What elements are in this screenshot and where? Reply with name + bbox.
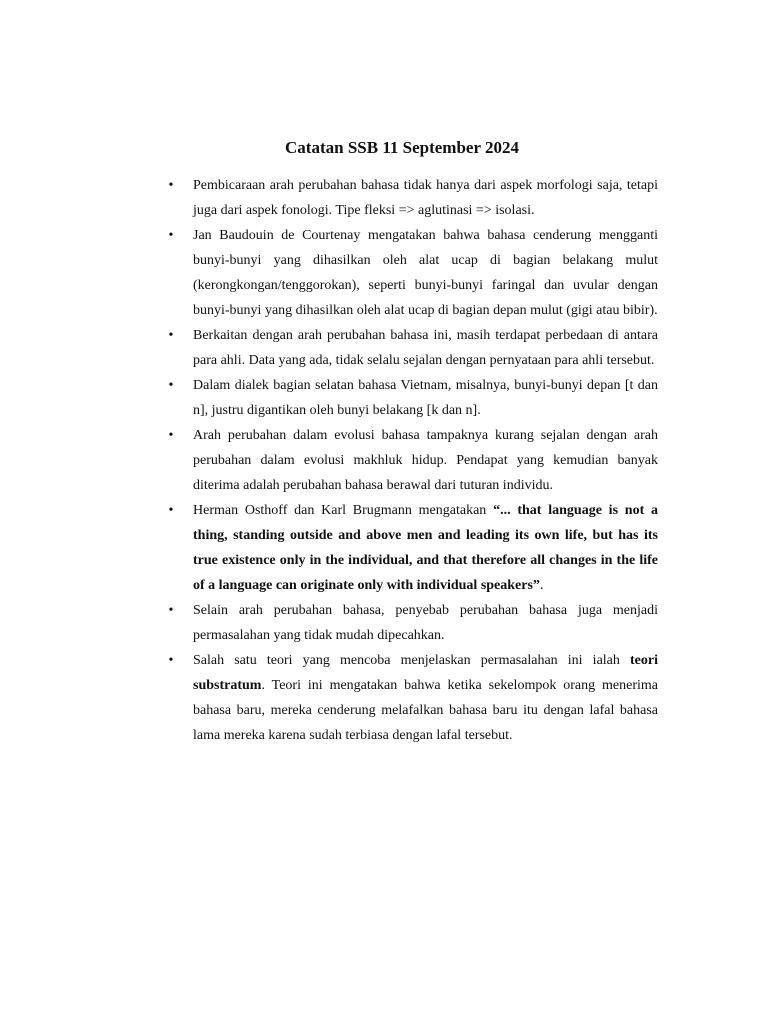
bullet-icon: [166, 173, 176, 198]
list-item-text: Salah satu teori yang mencoba menjelaskan permasalahan ini ialah: [193, 653, 631, 668]
list-item-text: Herman Osthoff dan Karl Brugmann mengatakan: [193, 503, 494, 518]
bullet-icon: [166, 498, 176, 523]
bullet-icon: [166, 648, 176, 673]
list-item-text: Selain arah perubahan bahasa, penyebab perubahan bahasa juga menjadi permasalahan yang tidak mudah dipecahkan.: [193, 603, 658, 643]
notes-list: [193, 173, 658, 748]
list-item: [193, 423, 658, 498]
bullet-icon: [166, 323, 176, 348]
bullet-icon: [166, 598, 176, 623]
document-title: Catatan SSB 11 September 2024: [285, 138, 519, 157]
list-item: [193, 323, 658, 373]
list-item: [193, 173, 658, 223]
list-item-text: Berkaitan dengan arah perubahan bahasa ini, masih terdapat perbedaan di antara para ahli. Data yang ada, tidak selalu sejalan dengan pernyataan para ahli tersebut.: [193, 328, 658, 368]
list-item-quote: [193, 498, 658, 598]
bullet-icon: [166, 373, 176, 398]
list-item-substratum: [193, 648, 658, 748]
list-item-text: Arah perubahan dalam evolusi bahasa tampaknya kurang sejalan dengan arah perubahan dalam evolusi makhluk hidup. Pendapat yang kemudian banyak diterima adalah perubahan bahasa berawal dari tuturan individu.: [193, 428, 658, 493]
term-text: teori substratum: [193, 653, 658, 693]
bullet-icon: [166, 223, 176, 248]
list-item-text: . Teori ini mengatakan bahwa ketika sekelompok orang menerima bahasa baru, mereka cenderung melafalkan bahasa baru itu dengan lafal bahasa lama mereka karena sudah terbiasa dengan lafal tersebut.: [193, 678, 658, 743]
list-item-text: .: [539, 578, 544, 593]
list-item-text: Dalam dialek bagian selatan bahasa Vietnam, misalnya, bunyi-bunyi depan [t dan n], justru digantikan oleh bunyi belakang [k dan n].: [193, 378, 658, 418]
list-item: [193, 598, 658, 648]
quotation-text: “... that language is not a thing, standing outside and above men and leading its own life, but has its true existence only in the individual, and that therefore all changes in the life of a language can originate only with individual speakers”: [193, 503, 659, 593]
list-item: [193, 373, 658, 423]
list-item: [193, 223, 658, 323]
bullet-icon: [166, 423, 176, 448]
list-item-text: Jan Baudouin de Courtenay mengatakan bahwa bahasa cenderung mengganti bunyi-bunyi yang dihasilkan oleh alat ucap di bagian belakang mulut (kerongkongan/tenggorokan), seperti bunyi-bunyi faringal dan uvular dengan bunyi-bunyi yang dihasilkan oleh alat ucap di bagian depan mulut (gigi atau bibir).: [193, 228, 658, 318]
list-item-text: Pembicaraan arah perubahan bahasa tidak hanya dari aspek morfologi saja, tetapi juga dari aspek fonologi. Tipe fleksi => aglutinasi => isolasi.: [193, 178, 658, 218]
